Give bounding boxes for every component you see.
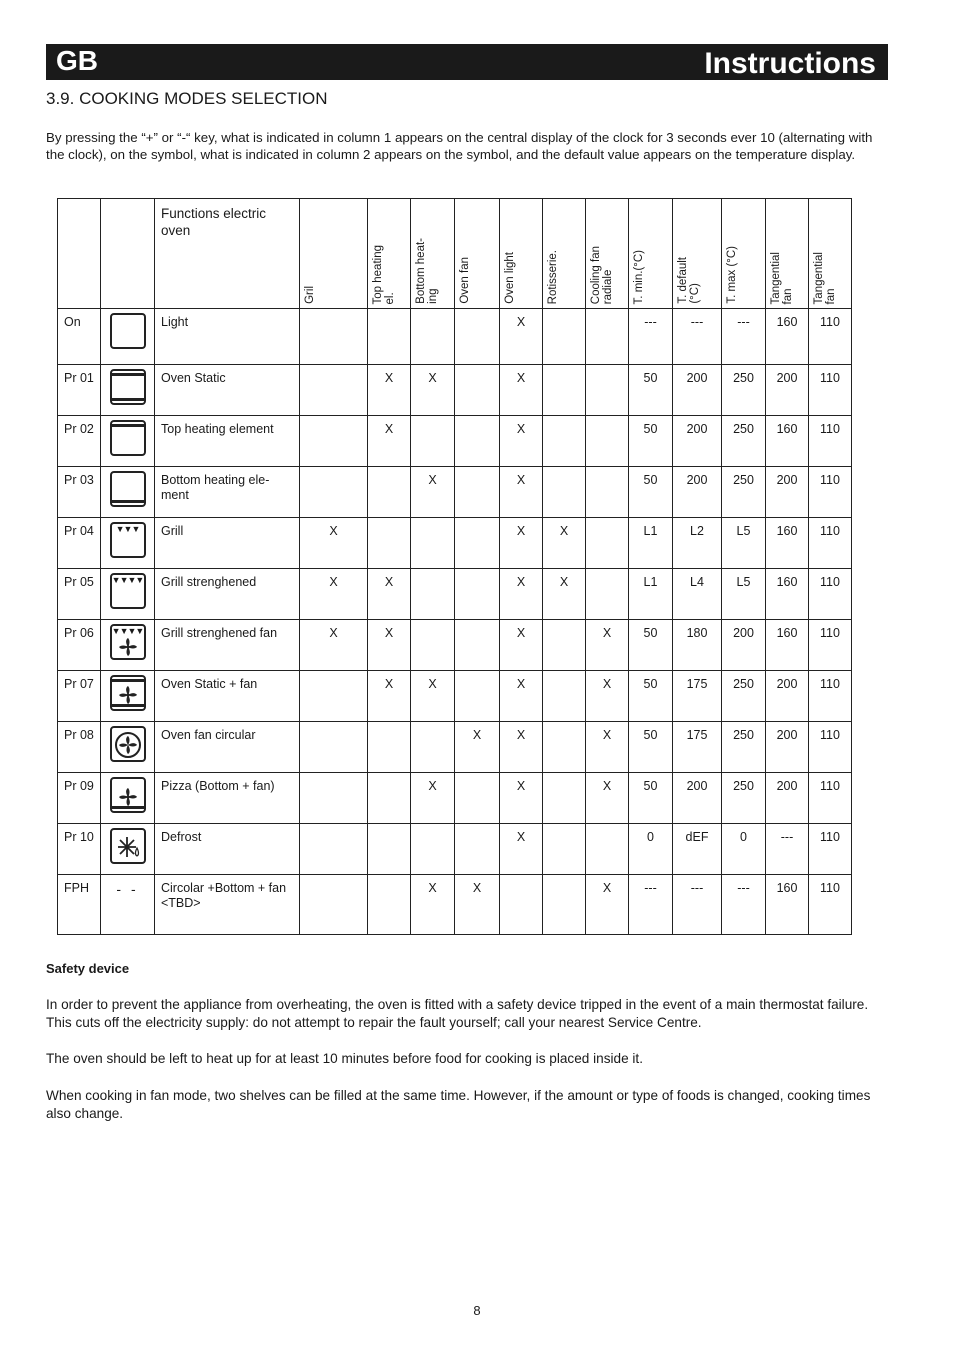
mode-name: Light — [155, 309, 300, 365]
mode-name: Grill strenghened — [155, 569, 300, 620]
cooking-modes-table — [57, 198, 852, 935]
table-cell: X — [586, 671, 629, 722]
table-cell: X — [500, 824, 543, 875]
table-cell: --- — [673, 875, 722, 935]
table-cell — [455, 671, 500, 722]
table-cell: 50 — [629, 671, 673, 722]
column-header: Bottom heat- ing — [415, 238, 439, 304]
table-cell: X — [368, 620, 411, 671]
table-cell — [586, 569, 629, 620]
table-cell: X — [500, 620, 543, 671]
table-cell — [586, 467, 629, 518]
mode-name: Oven Static + fan — [155, 671, 300, 722]
column-header: T. max (°C) — [726, 246, 738, 304]
mode-name: Top heating element — [155, 416, 300, 467]
table-cell: 200 — [766, 671, 809, 722]
mode-code: Pr 05 — [58, 569, 101, 620]
mode-symbol-cell — [101, 309, 155, 365]
table-cell: 0 — [629, 824, 673, 875]
table-cell — [586, 824, 629, 875]
safety-paragraph-1: In order to prevent the appliance from overheating, the oven is fitted with a safety device tripped in the event of a main thermostat failure. This cuts off the electricity supply: do not attempt to repair the fault yourself; call your nearest Service Centre. — [46, 997, 869, 1030]
mode-symbol-cell — [101, 824, 155, 875]
table-row — [58, 620, 852, 671]
table-cell: 50 — [629, 773, 673, 824]
table-cell — [543, 875, 586, 935]
mode-code: Pr 08 — [58, 722, 101, 773]
table-cell — [411, 518, 455, 569]
table-cell — [455, 365, 500, 416]
table-cell — [455, 416, 500, 467]
table-cell: 50 — [629, 722, 673, 773]
page-title: Instructions — [704, 47, 876, 80]
table-cell: 50 — [629, 620, 673, 671]
table-cell — [411, 309, 455, 365]
mode-name: Pizza (Bottom + fan) — [155, 773, 300, 824]
table-cell: 250 — [722, 467, 766, 518]
table-cell: 200 — [766, 467, 809, 518]
table-cell: L1 — [629, 569, 673, 620]
table-cell: X — [300, 518, 368, 569]
table-cell: 200 — [673, 773, 722, 824]
table-cell: X — [586, 620, 629, 671]
fan-circular-icon — [110, 726, 146, 762]
table-cell — [411, 569, 455, 620]
table-cell: X — [411, 875, 455, 935]
table-row — [58, 467, 852, 518]
mode-symbol-cell — [101, 722, 155, 773]
table-cell — [500, 875, 543, 935]
header-column-cell — [300, 199, 368, 309]
table-cell — [411, 722, 455, 773]
table-cell — [543, 773, 586, 824]
table-cell: dEF — [673, 824, 722, 875]
table-cell: X — [500, 671, 543, 722]
table-cell — [543, 620, 586, 671]
table-cell: --- — [629, 309, 673, 365]
table-cell: 110 — [809, 416, 852, 467]
table-cell — [300, 365, 368, 416]
mode-code: Pr 06 — [58, 620, 101, 671]
grill-icon: ▼▼▼ — [110, 522, 146, 558]
header-column-cell — [722, 199, 766, 309]
table-cell: X — [411, 467, 455, 518]
table-cell: 50 — [629, 467, 673, 518]
static-fan-icon — [110, 675, 146, 711]
mode-code: On — [58, 309, 101, 365]
mode-symbol-cell — [101, 365, 155, 416]
table-cell: 200 — [673, 365, 722, 416]
table-cell: X — [500, 773, 543, 824]
table-cell: 200 — [673, 467, 722, 518]
table-cell: 250 — [722, 365, 766, 416]
header-bar — [46, 44, 888, 80]
table-cell: X — [368, 671, 411, 722]
mode-code: Pr 09 — [58, 773, 101, 824]
table-cell: --- — [722, 309, 766, 365]
header-code-cell — [58, 199, 101, 309]
header-column-cell — [766, 199, 809, 309]
mode-name: Oven fan circular — [155, 722, 300, 773]
bottom-heat-icon — [110, 471, 146, 507]
table-cell — [300, 309, 368, 365]
table-cell — [300, 824, 368, 875]
bottom-fan-icon — [110, 777, 146, 813]
table-cell: L1 — [629, 518, 673, 569]
table-cell: L2 — [673, 518, 722, 569]
table-cell — [300, 773, 368, 824]
mode-symbol-cell — [101, 671, 155, 722]
mode-symbol-cell — [101, 416, 155, 467]
mode-symbol-cell — [101, 875, 155, 935]
column-header: T. min.(°C) — [633, 249, 645, 304]
header-column-cell — [543, 199, 586, 309]
table-cell: X — [500, 569, 543, 620]
table-cell: X — [455, 722, 500, 773]
table-cell: 200 — [722, 620, 766, 671]
table-cell: X — [411, 365, 455, 416]
table-cell: 110 — [809, 518, 852, 569]
table-cell — [455, 773, 500, 824]
table-cell: 50 — [629, 416, 673, 467]
safety-paragraph-2: The oven should be left to heat up for at least 10 minutes before food for cooking is placed inside it. — [46, 1051, 643, 1066]
mode-code: Pr 01 — [58, 365, 101, 416]
table-cell — [586, 518, 629, 569]
mode-symbol-cell — [101, 467, 155, 518]
table-cell: 200 — [766, 773, 809, 824]
column-header: Tangential fan — [770, 251, 794, 304]
table-cell: 160 — [766, 309, 809, 365]
table-cell: X — [543, 569, 586, 620]
table-cell — [586, 416, 629, 467]
column-header: Gril — [304, 286, 316, 304]
table-row — [58, 773, 852, 824]
table-cell — [300, 875, 368, 935]
table-cell: 160 — [766, 416, 809, 467]
mode-name: Grill strenghened fan — [155, 620, 300, 671]
table-row — [58, 365, 852, 416]
mode-name: Defrost — [155, 824, 300, 875]
header-column-cell — [411, 199, 455, 309]
table-cell: 110 — [809, 620, 852, 671]
table-cell: X — [455, 875, 500, 935]
dashes-symbol: - - — [116, 881, 139, 897]
table-cell — [455, 569, 500, 620]
mode-code: Pr 02 — [58, 416, 101, 467]
table-cell: X — [500, 518, 543, 569]
table-row — [58, 518, 852, 569]
table-cell: 0 — [722, 824, 766, 875]
column-header: Top heating el. — [372, 244, 396, 304]
column-header: Tangential fan — [813, 251, 837, 304]
mode-symbol-cell — [101, 773, 155, 824]
table-cell: 250 — [722, 416, 766, 467]
table-cell: L4 — [673, 569, 722, 620]
column-header: Oven light — [504, 252, 516, 304]
table-cell: 110 — [809, 875, 852, 935]
table-cell: --- — [722, 875, 766, 935]
table-cell: 180 — [673, 620, 722, 671]
table-cell: 110 — [809, 824, 852, 875]
table-cell: 200 — [766, 365, 809, 416]
table-row — [58, 569, 852, 620]
table-cell — [455, 309, 500, 365]
table-cell — [455, 824, 500, 875]
table-cell — [368, 518, 411, 569]
column-header: Oven fan — [459, 257, 471, 304]
table-cell — [411, 824, 455, 875]
table-cell — [411, 416, 455, 467]
table-cell: X — [500, 309, 543, 365]
table-cell: 110 — [809, 671, 852, 722]
table-cell: 110 — [809, 467, 852, 518]
table-cell — [368, 773, 411, 824]
table-cell: X — [500, 467, 543, 518]
mode-name: Grill — [155, 518, 300, 569]
table-cell: X — [368, 365, 411, 416]
table-row — [58, 824, 852, 875]
header-column-cell — [455, 199, 500, 309]
grill-strong-fan-icon: ▼▼▼▼ — [110, 624, 146, 660]
table-cell: 200 — [766, 722, 809, 773]
header-column-cell — [673, 199, 722, 309]
table-cell: X — [411, 773, 455, 824]
table-cell — [368, 467, 411, 518]
safety-title: Safety device — [46, 961, 130, 976]
table-cell: X — [300, 620, 368, 671]
table-cell — [300, 416, 368, 467]
column-header: T. default (°C) — [677, 257, 701, 304]
table-cell: X — [500, 416, 543, 467]
header-column-cell — [500, 199, 543, 309]
intro-paragraph: By pressing the “+” or “-“ key, what is indicated in column 1 appears on the central display of the clock for 3 seconds ever 10 (alternating with the clock), on the symbol, what is indicated in column 2 appears on the symbol, and the default value appears on the temperature display. — [46, 130, 873, 162]
table-cell: 175 — [673, 671, 722, 722]
table-header-row — [58, 199, 852, 309]
mode-code: FPH — [58, 875, 101, 935]
mode-name: Bottom heating ele- ment — [155, 467, 300, 518]
header-column-cell — [368, 199, 411, 309]
mode-code: Pr 07 — [58, 671, 101, 722]
table-cell: X — [368, 416, 411, 467]
table-cell: X — [500, 722, 543, 773]
table-row — [58, 875, 852, 935]
table-cell: X — [543, 518, 586, 569]
table-cell: X — [586, 875, 629, 935]
table-cell: X — [586, 722, 629, 773]
mode-symbol-cell — [101, 518, 155, 569]
table-cell: 175 — [673, 722, 722, 773]
mode-name: Circolar +Bottom + fan <TBD> — [155, 875, 300, 935]
table-cell — [411, 620, 455, 671]
table-cell: 110 — [809, 365, 852, 416]
table-cell: X — [368, 569, 411, 620]
header-column-cell — [809, 199, 852, 309]
table-cell — [455, 467, 500, 518]
table-cell — [455, 620, 500, 671]
table-row — [58, 309, 852, 365]
table-cell: 110 — [809, 569, 852, 620]
table-cell: 110 — [809, 722, 852, 773]
header-icon-cell — [101, 199, 155, 309]
section-title: 3.9. COOKING MODES SELECTION — [46, 89, 328, 108]
table-cell: 250 — [722, 722, 766, 773]
table-cell: 160 — [766, 620, 809, 671]
table-row — [58, 671, 852, 722]
table-row — [58, 722, 852, 773]
mode-name: Oven Static — [155, 365, 300, 416]
table-cell: 160 — [766, 518, 809, 569]
column-header: Rotisserie. — [547, 249, 559, 304]
safety-paragraph-3: When cooking in fan mode, two shelves can be filled at the same time. However, if the amount or type of foods is changed, cooking times also change. — [46, 1088, 871, 1121]
table-cell: X — [500, 365, 543, 416]
table-cell — [368, 722, 411, 773]
table-cell: L5 — [722, 518, 766, 569]
oven-light-icon — [110, 313, 146, 349]
table-cell: 110 — [809, 309, 852, 365]
table-cell — [543, 824, 586, 875]
table-cell: --- — [673, 309, 722, 365]
table-cell — [586, 365, 629, 416]
table-cell: X — [300, 569, 368, 620]
header-functions: Functions electric oven — [155, 199, 300, 309]
table-cell — [543, 671, 586, 722]
table-cell: 250 — [722, 773, 766, 824]
table-cell — [543, 416, 586, 467]
table-cell — [368, 309, 411, 365]
mode-code: Pr 03 — [58, 467, 101, 518]
table-cell: 200 — [673, 416, 722, 467]
mode-code: Pr 04 — [58, 518, 101, 569]
table-cell — [543, 309, 586, 365]
column-header: Cooling fan radiale — [590, 245, 614, 304]
table-cell — [586, 309, 629, 365]
defrost-icon — [110, 828, 146, 864]
table-cell: 160 — [766, 569, 809, 620]
page-number: 8 — [473, 1303, 481, 1318]
table-cell — [543, 365, 586, 416]
table-cell: --- — [766, 824, 809, 875]
language-code: GB — [56, 45, 98, 76]
table-cell: --- — [629, 875, 673, 935]
mode-symbol-cell — [101, 569, 155, 620]
table-cell — [543, 467, 586, 518]
table-cell: 160 — [766, 875, 809, 935]
grill-strong-icon: ▼▼▼▼ — [110, 573, 146, 609]
table-cell: L5 — [722, 569, 766, 620]
header-column-cell — [586, 199, 629, 309]
table-cell — [300, 671, 368, 722]
table-cell: 50 — [629, 365, 673, 416]
table-cell: X — [586, 773, 629, 824]
table-cell — [300, 467, 368, 518]
table-row — [58, 416, 852, 467]
top-heat-icon — [110, 420, 146, 456]
table-cell: 110 — [809, 773, 852, 824]
table-cell — [543, 722, 586, 773]
table-cell — [368, 875, 411, 935]
table-cell: 250 — [722, 671, 766, 722]
top-bottom-heat-icon — [110, 369, 146, 405]
table-cell — [455, 518, 500, 569]
mode-symbol-cell — [101, 620, 155, 671]
table-cell: X — [411, 671, 455, 722]
header-column-cell — [629, 199, 673, 309]
table-cell — [368, 824, 411, 875]
mode-code: Pr 10 — [58, 824, 101, 875]
table-cell — [300, 722, 368, 773]
